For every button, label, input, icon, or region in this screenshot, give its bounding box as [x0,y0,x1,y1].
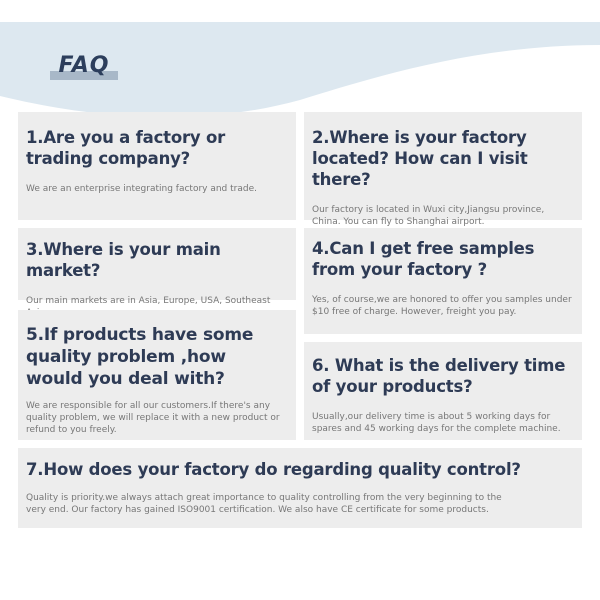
faq-answer-1: We are an enterprise integrating factory and trade. [26,184,257,194]
faq-card-6 [304,342,582,440]
faq-answer-3: Our main markets are in Asia, Europe, USA, Southeast [26,296,271,306]
faq-answer-5: We are responsible for all our customers.If there's any quality problem, we will replace it with a new product or refund to you freely. [26,401,280,435]
faq-question-5: 5.If products have some quality problem ,how would you deal with? [26,325,254,389]
faq-card-4 [304,228,582,334]
faq-title: FAQ [58,53,110,78]
faq-question-2: 2.Where is your factory located? How can I visit there? [312,128,528,189]
faq-card-7 [18,448,582,528]
faq-question-3: 3.Where is your main market? [26,240,221,280]
faq-card-1 [18,112,296,220]
faq-answer-7: Quality is priority.we always attach great importance to quality controlling from the very beginning to the very end. Our factory has gained ISO9001 certification. We also have CE certificate for some products. [26,493,502,515]
faq-question-1: 1.Are you a factory or trading company? [26,128,226,168]
faq-card-5 [18,310,296,440]
faq-answer-6: Usually,our delivery time is about 5 working days for spares and 45 working days for the complete machine. [312,412,561,434]
faq-card-2 [304,112,582,227]
faq-question-4: 4.Can I get free samples from your factory ? [312,239,535,279]
faq-answer-4: Yes, of course,we are honored to offer you samples under $10 free of charge. However, freight you pay. [312,295,572,317]
faq-answer-2: Our factory is located in Wuxi city,Jiangsu province, China. You can fly to Shanghai airport. [312,205,545,227]
faq-question-7: 7.How does your factory do regarding quality control? [26,460,521,479]
faq-question-6: 6. What is the delivery time of your products? [312,356,566,396]
faq-card-3 [18,228,296,306]
